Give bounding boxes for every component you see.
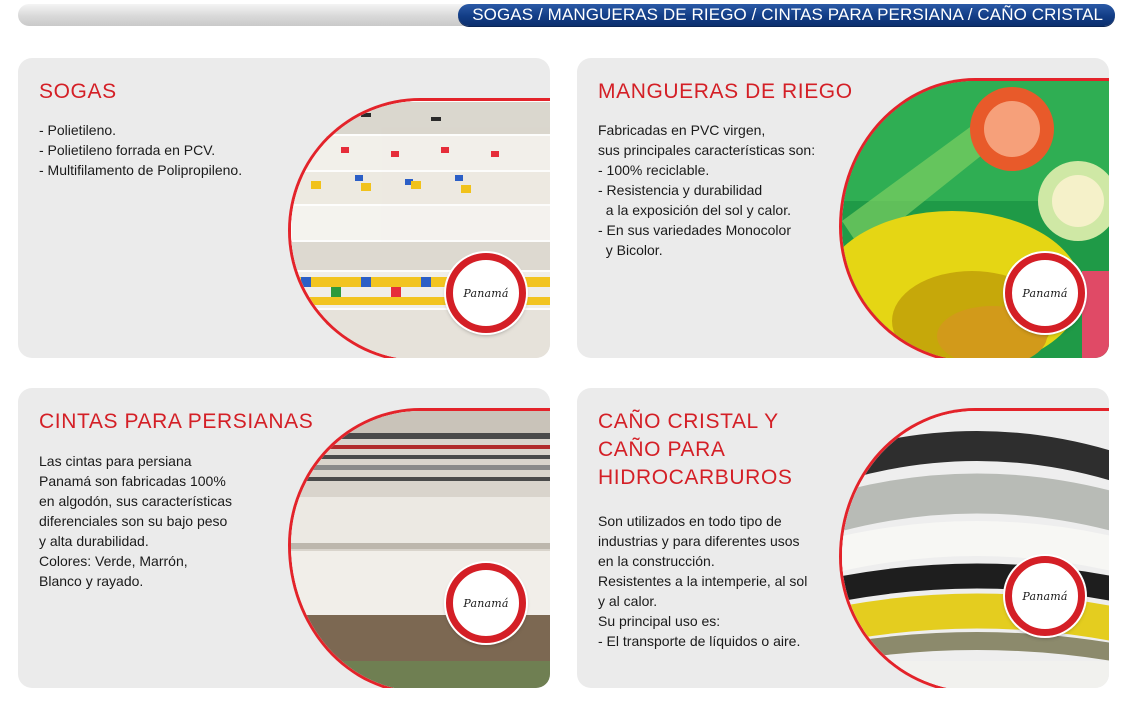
description-line: Las cintas para persiana <box>39 453 192 469</box>
card-title: CINTAS PARA PERSIANAS <box>39 410 314 433</box>
description-line: - 100% reciclable. <box>598 162 710 178</box>
logo-text: Panamá <box>463 596 509 610</box>
card-description <box>598 511 807 651</box>
tapes-photo <box>288 408 550 688</box>
description-line: en algodón, sus características <box>39 493 232 509</box>
description-line: - Multifilamento de Polipropileno. <box>39 162 243 178</box>
description-line: diferenciales son su bajo peso <box>39 513 228 529</box>
description-line: en la construcción. <box>598 553 715 569</box>
description-line: Colores: Verde, Marrón, <box>39 553 188 569</box>
logo-text: Panamá <box>1022 286 1068 300</box>
description-line: sus principales características son: <box>598 142 816 158</box>
description-line: - Polietileno forrada en PCV. <box>39 142 216 158</box>
panama-logo-badge <box>446 563 526 643</box>
card-title: MANGUERAS DE RIEGO <box>598 80 853 103</box>
card-description <box>598 120 815 260</box>
product-card-mangueras <box>577 58 1109 358</box>
description-line: y Bicolor. <box>598 242 663 258</box>
description-line: - El transporte de líquidos o aire. <box>598 633 801 649</box>
description-line: Blanco y rayado. <box>39 573 144 589</box>
description-line: - Polietileno. <box>39 122 117 138</box>
title-line: CAÑO PARA <box>598 438 726 461</box>
title-line: HIDROCARBUROS <box>598 466 793 489</box>
panama-logo-badge <box>446 253 526 333</box>
description-line: industrias y para diferentes usos <box>598 533 800 549</box>
pipes-photo <box>839 408 1109 688</box>
card-description <box>39 451 232 591</box>
description-line: y alta durabilidad. <box>39 533 149 549</box>
logo-text: Panamá <box>463 286 509 300</box>
logo-text: Panamá <box>1022 589 1068 603</box>
product-card-cintas <box>18 388 550 688</box>
card-title: SOGAS <box>39 80 117 103</box>
description-line: Panamá son fabricadas 100% <box>39 473 226 489</box>
page-title: SOGAS / MANGUERAS DE RIEGO / CINTAS PARA PERSIANA / CAÑO CRISTAL <box>458 4 1115 26</box>
description-line: Resistentes a la intemperie, al sol <box>598 573 808 589</box>
panama-logo-badge <box>1005 556 1085 636</box>
description-line: Son utilizados en todo tipo de <box>598 513 782 529</box>
description-line: - En sus variedades Monocolor <box>598 222 791 238</box>
card-description <box>39 120 242 180</box>
card-title <box>598 408 792 492</box>
product-card-sogas <box>18 58 550 358</box>
panama-logo-badge <box>1005 253 1085 333</box>
description-line: Fabricadas en PVC virgen, <box>598 122 766 138</box>
description-line: - Resistencia y durabilidad <box>598 182 763 198</box>
description-line: y al calor. <box>598 593 658 609</box>
product-card-cano-cristal <box>577 388 1109 688</box>
description-line: Su principal uso es: <box>598 613 721 629</box>
description-line: a la exposición del sol y calor. <box>598 202 791 218</box>
title-line: CAÑO CRISTAL Y <box>598 410 779 433</box>
